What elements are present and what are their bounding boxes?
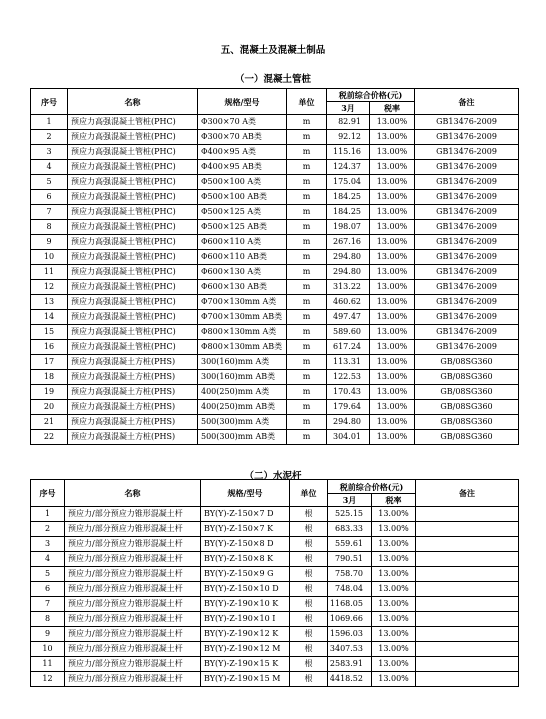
row-price: 617.24 (327, 340, 370, 355)
row-price: 4418.52 (328, 672, 372, 687)
row-price: 313.22 (327, 280, 370, 295)
header-no: 序号 (31, 89, 68, 115)
row-spec: BY(Y)-Z-150×8 D (201, 537, 290, 552)
row-price: 294.80 (327, 415, 370, 430)
row-spec: 300(160)mm AB类 (198, 370, 287, 385)
row-note: GB13476-2009 (415, 220, 519, 235)
header-price-group: 税前综合价格(元) (327, 89, 415, 102)
row-tax: 13.00% (370, 280, 415, 295)
row-note: GB13476-2009 (415, 160, 519, 175)
row-spec: BY(Y)-Z-190×12 K (201, 627, 290, 642)
row-unit: m (287, 250, 327, 265)
row-spec: Φ500×125 A类 (198, 205, 287, 220)
row-name: 预应力高强混凝土管桩(PHC) (68, 310, 198, 325)
row-note: GB13476-2009 (415, 235, 519, 250)
row-name: 预应力/部分预应力锥形混凝土杆 (65, 537, 201, 552)
row-name: 预应力/部分预应力锥形混凝土杆 (65, 552, 201, 567)
row-price: 122.53 (327, 370, 370, 385)
table-row (31, 175, 519, 190)
row-tax: 13.00% (370, 115, 415, 130)
row-note: GB13476-2009 (415, 280, 519, 295)
row-note (416, 522, 519, 537)
table-row (31, 220, 519, 235)
table2-title: （二）水泥杆 (244, 471, 302, 482)
row-no: 8 (31, 612, 65, 627)
row-spec: 300(160)mm A类 (198, 355, 287, 370)
row-name: 预应力/部分预应力锥形混凝土杆 (65, 522, 201, 537)
row-tax: 13.00% (370, 295, 415, 310)
row-unit: 根 (290, 597, 328, 612)
row-price: 3407.53 (328, 642, 372, 657)
row-spec: BY(Y)-Z-190×15 K (201, 657, 290, 672)
row-tax: 13.00% (372, 522, 416, 537)
row-tax: 13.00% (370, 175, 415, 190)
row-no: 3 (31, 537, 65, 552)
row-note (416, 642, 519, 657)
row-spec: Φ500×125 AB类 (198, 220, 287, 235)
row-name: 预应力高强混凝土管桩(PHC) (68, 280, 198, 295)
row-spec: Φ800×130mm A类 (198, 325, 287, 340)
row-price: 115.16 (327, 145, 370, 160)
row-note: GB13476-2009 (415, 265, 519, 280)
row-spec: Φ500×100 AB类 (198, 190, 287, 205)
row-no: 7 (31, 205, 68, 220)
row-unit: m (287, 385, 327, 400)
row-price: 184.25 (327, 205, 370, 220)
row-unit: m (287, 130, 327, 145)
row-name: 预应力/部分预应力锥形混凝土杆 (65, 507, 201, 522)
row-spec: 400(250)mm AB类 (198, 400, 287, 415)
row-name: 预应力高强混凝土管桩(PHC) (68, 190, 198, 205)
row-price: 758.70 (328, 567, 372, 582)
row-name: 预应力高强混凝土方桩(PHS) (68, 430, 198, 445)
row-spec: BY(Y)-Z-150×9 G (201, 567, 290, 582)
row-unit: m (287, 400, 327, 415)
row-price: 92.12 (327, 130, 370, 145)
header-price-group: 税前综合价格(元) (328, 480, 416, 494)
row-note (416, 597, 519, 612)
row-unit: m (287, 295, 327, 310)
row-note (416, 567, 519, 582)
row-price: 525.15 (328, 507, 372, 522)
row-unit: m (287, 175, 327, 190)
row-name: 预应力/部分预应力锥形混凝土杆 (65, 567, 201, 582)
row-name: 预应力/部分预应力锥形混凝土杆 (65, 612, 201, 627)
header-unit: 单位 (287, 89, 327, 115)
row-note: GB13476-2009 (415, 325, 519, 340)
row-name: 预应力高强混凝土方桩(PHS) (68, 370, 198, 385)
row-unit: m (287, 310, 327, 325)
row-unit: m (287, 235, 327, 250)
row-note (416, 672, 519, 687)
table-row (31, 642, 519, 657)
row-tax: 13.00% (370, 400, 415, 415)
table-row (31, 537, 519, 552)
row-note: GB13476-2009 (415, 295, 519, 310)
row-tax: 13.00% (372, 672, 416, 687)
row-unit: m (287, 265, 327, 280)
row-tax: 13.00% (370, 160, 415, 175)
row-name: 预应力高强混凝土管桩(PHC) (68, 340, 198, 355)
row-unit: 根 (290, 672, 328, 687)
row-spec: Φ300×70 A类 (198, 115, 287, 130)
row-no: 5 (31, 567, 65, 582)
table2-body (31, 507, 519, 687)
row-no: 18 (31, 370, 68, 385)
row-spec: Φ400×95 A类 (198, 145, 287, 160)
row-unit: 根 (290, 642, 328, 657)
row-price: 267.16 (327, 235, 370, 250)
row-name: 预应力/部分预应力锥形混凝土杆 (65, 582, 201, 597)
row-unit: 根 (290, 582, 328, 597)
table-row (31, 400, 519, 415)
row-no: 19 (31, 385, 68, 400)
row-price: 294.80 (327, 250, 370, 265)
row-spec: Φ600×130 AB类 (198, 280, 287, 295)
row-no: 2 (31, 522, 65, 537)
row-price: 198.07 (327, 220, 370, 235)
row-no: 12 (31, 280, 68, 295)
table1-body (31, 115, 519, 445)
row-note (416, 627, 519, 642)
row-name: 预应力/部分预应力锥形混凝土杆 (65, 672, 201, 687)
row-no: 8 (31, 220, 68, 235)
table-row (31, 130, 519, 145)
row-note: GB/08SG360 (415, 400, 519, 415)
row-spec: BY(Y)-Z-150×7 D (201, 507, 290, 522)
row-tax: 13.00% (372, 507, 416, 522)
row-unit: 根 (290, 612, 328, 627)
header-spec: 规格/型号 (201, 480, 290, 507)
row-unit: m (287, 370, 327, 385)
table-row (31, 385, 519, 400)
row-price: 113.31 (327, 355, 370, 370)
row-note (416, 657, 519, 672)
row-price: 790.51 (328, 552, 372, 567)
row-price: 304.01 (327, 430, 370, 445)
row-tax: 13.00% (370, 325, 415, 340)
row-price: 170.43 (327, 385, 370, 400)
row-spec: Φ600×110 AB类 (198, 250, 287, 265)
row-spec: Φ500×100 A类 (198, 175, 287, 190)
row-price: 82.91 (327, 115, 370, 130)
row-no: 13 (31, 295, 68, 310)
row-name: 预应力高强混凝土管桩(PHC) (68, 130, 198, 145)
table-row (31, 430, 519, 445)
row-tax: 13.00% (370, 310, 415, 325)
row-spec: BY(Y)-Z-190×12 M (201, 642, 290, 657)
table-row (31, 145, 519, 160)
row-note: GB/08SG360 (415, 370, 519, 385)
row-name: 预应力高强混凝土方桩(PHS) (68, 385, 198, 400)
table-row (31, 205, 519, 220)
row-tax: 13.00% (372, 627, 416, 642)
row-name: 预应力高强混凝土管桩(PHC) (68, 265, 198, 280)
section-title: 五、混凝土及混凝土制品 (220, 45, 326, 56)
row-name: 预应力高强混凝土方桩(PHS) (68, 415, 198, 430)
row-note: GB13476-2009 (415, 130, 519, 145)
row-tax: 13.00% (372, 552, 416, 567)
table-row (31, 657, 519, 672)
row-tax: 13.00% (370, 205, 415, 220)
row-name: 预应力高强混凝土管桩(PHC) (68, 115, 198, 130)
row-unit: m (287, 205, 327, 220)
row-no: 11 (31, 265, 68, 280)
table-row (31, 325, 519, 340)
table-row (31, 235, 519, 250)
row-unit: m (287, 430, 327, 445)
row-no: 15 (31, 325, 68, 340)
row-no: 14 (31, 310, 68, 325)
row-no: 6 (31, 582, 65, 597)
row-no: 1 (31, 507, 65, 522)
row-unit: m (287, 145, 327, 160)
row-price: 559.61 (328, 537, 372, 552)
row-tax: 13.00% (370, 250, 415, 265)
row-spec: Φ600×130 A类 (198, 265, 287, 280)
row-tax: 13.00% (370, 235, 415, 250)
table-row (31, 250, 519, 265)
table-row (31, 280, 519, 295)
table-row (31, 370, 519, 385)
row-tax: 13.00% (370, 385, 415, 400)
table-row (31, 310, 519, 325)
cement-pole-table (30, 479, 519, 687)
header-unit: 单位 (290, 480, 328, 507)
row-tax: 13.00% (372, 582, 416, 597)
table-row (31, 522, 519, 537)
row-name: 预应力高强混凝土管桩(PHC) (68, 175, 198, 190)
table-row (31, 552, 519, 567)
row-tax: 13.00% (370, 415, 415, 430)
row-tax: 13.00% (372, 642, 416, 657)
row-tax: 13.00% (372, 597, 416, 612)
row-price: 175.04 (327, 175, 370, 190)
row-price: 124.37 (327, 160, 370, 175)
row-no: 21 (31, 415, 68, 430)
header-note: 备注 (415, 89, 519, 115)
row-tax: 13.00% (370, 355, 415, 370)
row-no: 3 (31, 145, 68, 160)
header-no: 序号 (31, 480, 65, 507)
row-price: 460.62 (327, 295, 370, 310)
row-no: 20 (31, 400, 68, 415)
row-unit: m (287, 415, 327, 430)
row-note: GB/08SG360 (415, 385, 519, 400)
row-no: 12 (31, 672, 65, 687)
row-price: 179.64 (327, 400, 370, 415)
row-tax: 13.00% (370, 430, 415, 445)
row-name: 预应力高强混凝土管桩(PHC) (68, 145, 198, 160)
row-note: GB/08SG360 (415, 355, 519, 370)
row-spec: Φ600×110 A类 (198, 235, 287, 250)
row-no: 9 (31, 627, 65, 642)
row-no: 6 (31, 190, 68, 205)
row-unit: m (287, 340, 327, 355)
row-unit: 根 (290, 657, 328, 672)
row-price: 1596.03 (328, 627, 372, 642)
row-name: 预应力/部分预应力锥形混凝土杆 (65, 627, 201, 642)
row-name: 预应力高强混凝土管桩(PHC) (68, 220, 198, 235)
row-no: 4 (31, 552, 65, 567)
header-tax: 税率 (372, 494, 416, 507)
header-spec: 规格/型号 (198, 89, 287, 115)
table-row (31, 340, 519, 355)
row-unit: 根 (290, 627, 328, 642)
row-tax: 13.00% (370, 340, 415, 355)
header-name: 名称 (68, 89, 198, 115)
row-name: 预应力高强混凝土方桩(PHS) (68, 400, 198, 415)
row-no: 10 (31, 250, 68, 265)
row-spec: Φ400×95 AB类 (198, 160, 287, 175)
header-month: 3月 (328, 494, 372, 507)
row-note: GB13476-2009 (415, 145, 519, 160)
row-note: GB13476-2009 (415, 310, 519, 325)
row-tax: 13.00% (370, 145, 415, 160)
table-row (31, 295, 519, 310)
row-unit: 根 (290, 537, 328, 552)
row-price: 497.47 (327, 310, 370, 325)
row-note (416, 507, 519, 522)
row-no: 17 (31, 355, 68, 370)
row-note: GB13476-2009 (415, 175, 519, 190)
row-no: 10 (31, 642, 65, 657)
table-row (31, 672, 519, 687)
row-note: GB/08SG360 (415, 430, 519, 445)
table-row (31, 355, 519, 370)
row-price: 184.25 (327, 190, 370, 205)
row-unit: m (287, 355, 327, 370)
row-no: 1 (31, 115, 68, 130)
row-name: 预应力高强混凝土管桩(PHC) (68, 235, 198, 250)
row-name: 预应力/部分预应力锥形混凝土杆 (65, 597, 201, 612)
row-note (416, 612, 519, 627)
concrete-pile-table (30, 88, 519, 445)
row-name: 预应力高强混凝土管桩(PHC) (68, 325, 198, 340)
row-name: 预应力高强混凝土管桩(PHC) (68, 160, 198, 175)
row-tax: 13.00% (370, 220, 415, 235)
row-note: GB13476-2009 (415, 250, 519, 265)
row-note (416, 552, 519, 567)
row-spec: 400(250)mm A类 (198, 385, 287, 400)
row-price: 683.33 (328, 522, 372, 537)
row-tax: 13.00% (370, 130, 415, 145)
row-spec: 500(300)mm A类 (198, 415, 287, 430)
row-tax: 13.00% (372, 612, 416, 627)
row-spec: BY(Y)-Z-150×8 K (201, 552, 290, 567)
row-no: 7 (31, 597, 65, 612)
table-row (31, 160, 519, 175)
row-price: 294.80 (327, 265, 370, 280)
row-name: 预应力高强混凝土方桩(PHS) (68, 355, 198, 370)
row-note: GB13476-2009 (415, 340, 519, 355)
row-no: 9 (31, 235, 68, 250)
row-price: 1069.66 (328, 612, 372, 627)
row-name: 预应力/部分预应力锥形混凝土杆 (65, 657, 201, 672)
table1-title: （一）混凝土管桩 (234, 74, 311, 85)
row-note (416, 537, 519, 552)
row-spec: BY(Y)-Z-190×15 M (201, 672, 290, 687)
row-spec: Φ300×70 AB类 (198, 130, 287, 145)
row-spec: Φ700×130mm AB类 (198, 310, 287, 325)
row-note: GB13476-2009 (415, 205, 519, 220)
row-tax: 13.00% (372, 567, 416, 582)
table-row (31, 597, 519, 612)
header-month: 3月 (327, 102, 370, 115)
row-tax: 13.00% (370, 190, 415, 205)
table-row (31, 265, 519, 280)
row-no: 2 (31, 130, 68, 145)
row-name: 预应力高强混凝土管桩(PHC) (68, 205, 198, 220)
table-row (31, 627, 519, 642)
row-no: 16 (31, 340, 68, 355)
row-spec: BY(Y)-Z-150×10 D (201, 582, 290, 597)
row-no: 5 (31, 175, 68, 190)
row-unit: 根 (290, 507, 328, 522)
row-tax: 13.00% (372, 657, 416, 672)
row-no: 4 (31, 160, 68, 175)
row-spec: Φ800×130mm AB类 (198, 340, 287, 355)
row-note (416, 582, 519, 597)
row-spec: Φ700×130mm A类 (198, 295, 287, 310)
row-note: GB13476-2009 (415, 190, 519, 205)
row-no: 11 (31, 657, 65, 672)
table-row (31, 415, 519, 430)
table-row (31, 507, 519, 522)
row-spec: 500(300)mm AB类 (198, 430, 287, 445)
table-row (31, 190, 519, 205)
row-unit: 根 (290, 552, 328, 567)
row-unit: m (287, 115, 327, 130)
table-row (31, 115, 519, 130)
row-price: 589.60 (327, 325, 370, 340)
row-tax: 13.00% (370, 265, 415, 280)
row-name: 预应力/部分预应力锥形混凝土杆 (65, 642, 201, 657)
row-spec: BY(Y)-Z-190×10 I (201, 612, 290, 627)
row-spec: BY(Y)-Z-190×10 K (201, 597, 290, 612)
row-note: GB13476-2009 (415, 115, 519, 130)
table-row (31, 567, 519, 582)
row-unit: 根 (290, 522, 328, 537)
header-note: 备注 (416, 480, 519, 507)
row-spec: BY(Y)-Z-150×7 K (201, 522, 290, 537)
header-tax: 税率 (370, 102, 415, 115)
table-row (31, 612, 519, 627)
table-row (31, 582, 519, 597)
row-tax: 13.00% (370, 370, 415, 385)
row-price: 1168.05 (328, 597, 372, 612)
row-tax: 13.00% (372, 537, 416, 552)
row-name: 预应力高强混凝土管桩(PHC) (68, 250, 198, 265)
row-price: 748.04 (328, 582, 372, 597)
row-unit: m (287, 190, 327, 205)
row-unit: 根 (290, 567, 328, 582)
row-unit: m (287, 160, 327, 175)
row-unit: m (287, 325, 327, 340)
row-note: GB/08SG360 (415, 415, 519, 430)
row-name: 预应力高强混凝土管桩(PHC) (68, 295, 198, 310)
row-unit: m (287, 280, 327, 295)
row-unit: m (287, 220, 327, 235)
row-price: 2583.91 (328, 657, 372, 672)
row-no: 22 (31, 430, 68, 445)
header-name: 名称 (65, 480, 201, 507)
